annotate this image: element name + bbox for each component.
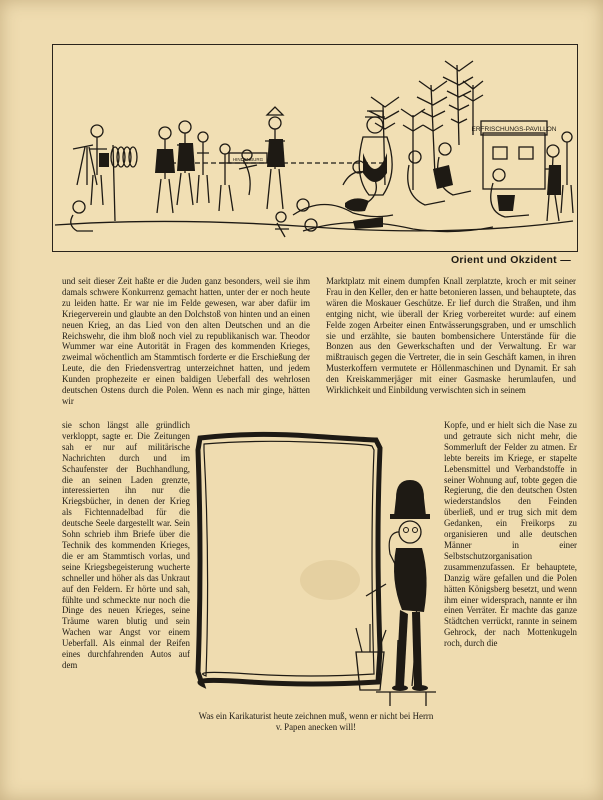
paragraph: Marktplatz mit einem dumpfen Knall zerplatzte, kroch er mit seiner Frau in den Keller, den er hatte betonieren lassen, und behauptete, das wären die Moskauer Geschütze. Er lief durch die Straßen, und ihm entging nicht, wie überall der Krieg vorbereitet wurde: auf einem Felde zogen Arbeiter einen Entwässerungsgraben, und er umschlich sie und erzählte, sie bauten bombensichere Unterstände für die Bonzen aus den Gewerkschaften und der Verwaltung. Er war mißtrauisch gegen die Vertreter, die in sein Geschäft kamen, in ihren Musterkoffern vermutete er Höllenmaschinen und Dynamit. Er sah den Kreiskammerjäger mit einer Gasmaske herumlaufen, und Wirklichkeit und Einbildung verwischten sich in seinem xyxy=(326,276,576,396)
cartoon-caption: Was ein Karikaturist heute zeichnen muß, wenn er nicht bei Herrn v. Papen anecken will! xyxy=(198,711,434,732)
caricaturist-cartoon xyxy=(190,420,444,740)
paragraph: sie schon längst alle gründlich verkloppt, sagte er. Die Zeitungen sah er nur auf militärische Nachrichten durch und im Schaufenster der Buchhandlung, die an seinen Laden grenzte, interessierten ihn nur die Kriegsbücher, in denen der Krieg als Fichtennadelbad für die deutsche Seele dargestellt war. Sein Sohn schrieb ihm Briefe über die Technik des kommenden Krieges, die er am Stammtisch vorlas, und seine Kriegsbegeisterung wucherte schneller und höher als das Unkraut auf den Feldern. Er hörte und sah, fühlte und schmeckte nur noch die Dinge des neuen Krieges, seine Träume waren blutig und sein Wachen war Angst vor einem Ueberfall. Als einmal der Reifen eines durchfahrenden Autos auf dem xyxy=(62,420,190,670)
paragraph: und seit dieser Zeit haßte er die Juden ganz besonders, weil sie ihm damals schwere Konkurrenz gemacht hatten, unter der er noch heute zu leiden hatte. Er war nie im Felde gewesen, war aber dafür im Kriegerverein und glaubte an den Dolchstoß von hinten und an einen neuen Krieg, an das Lied von den alten Deutschen und an die Reichswehr, die ihm bloß noch viel zu republikanisch war. Theodor Wummer war eine Autorität in Fragen des kommenden Krieges, zweimal wöchentlich am Stammtisch forderte er die Erschießung der Leute, die den Friedensvertrag unterzeichnet hatten, und jedem Kunden prophezeite er einen baldigen Ueberfall des wehrlosen deutschen Ostens durch die Polen. Wenn es nach mir ginge, hätten wir xyxy=(62,276,310,406)
illustration-caption: Orient und Okzident — xyxy=(450,254,571,266)
right-column-narrow xyxy=(444,420,577,649)
pavilion-sign: ERFRISCHUNGS-PAVILLON xyxy=(471,126,557,133)
right-column-top xyxy=(326,276,576,396)
left-column-top xyxy=(62,276,310,407)
empty-frame-drawing xyxy=(190,420,444,710)
beach-cartoon-illustration xyxy=(52,44,578,252)
banner-text: HINDENBURG xyxy=(232,157,264,162)
paragraph: Kopfe, und er hielt sich die Nase zu und getraute sich nicht mehr, die Sommerluft der Felder zu atmen. Er lebte bereits im Kriege, er stapelte Lebensmittel und Verbandstoffe in seiner Wohnung auf, tobte gegen die Regierung, die den deutschen Osten wiederstandslos den Feinden überließ, und er trug sich mit dem Gedanken, ein Freikorps zu organisieren und alle deutschen Männer in einer Selbstschutzorganisation zusammenzufassen. Er behauptete, Danzig wäre gefallen und die Polen hätten Königsberg besetzt, und wenn ihm einer widersprach, nannte er ihn einen Verräter. Er machte das ganze Städtchen verrückt, rannte in seinem Gehrock, der nach Mottenkugeln roch, durch die xyxy=(444,420,577,649)
left-column-narrow xyxy=(62,420,190,671)
beach-scene-drawing xyxy=(53,45,576,250)
